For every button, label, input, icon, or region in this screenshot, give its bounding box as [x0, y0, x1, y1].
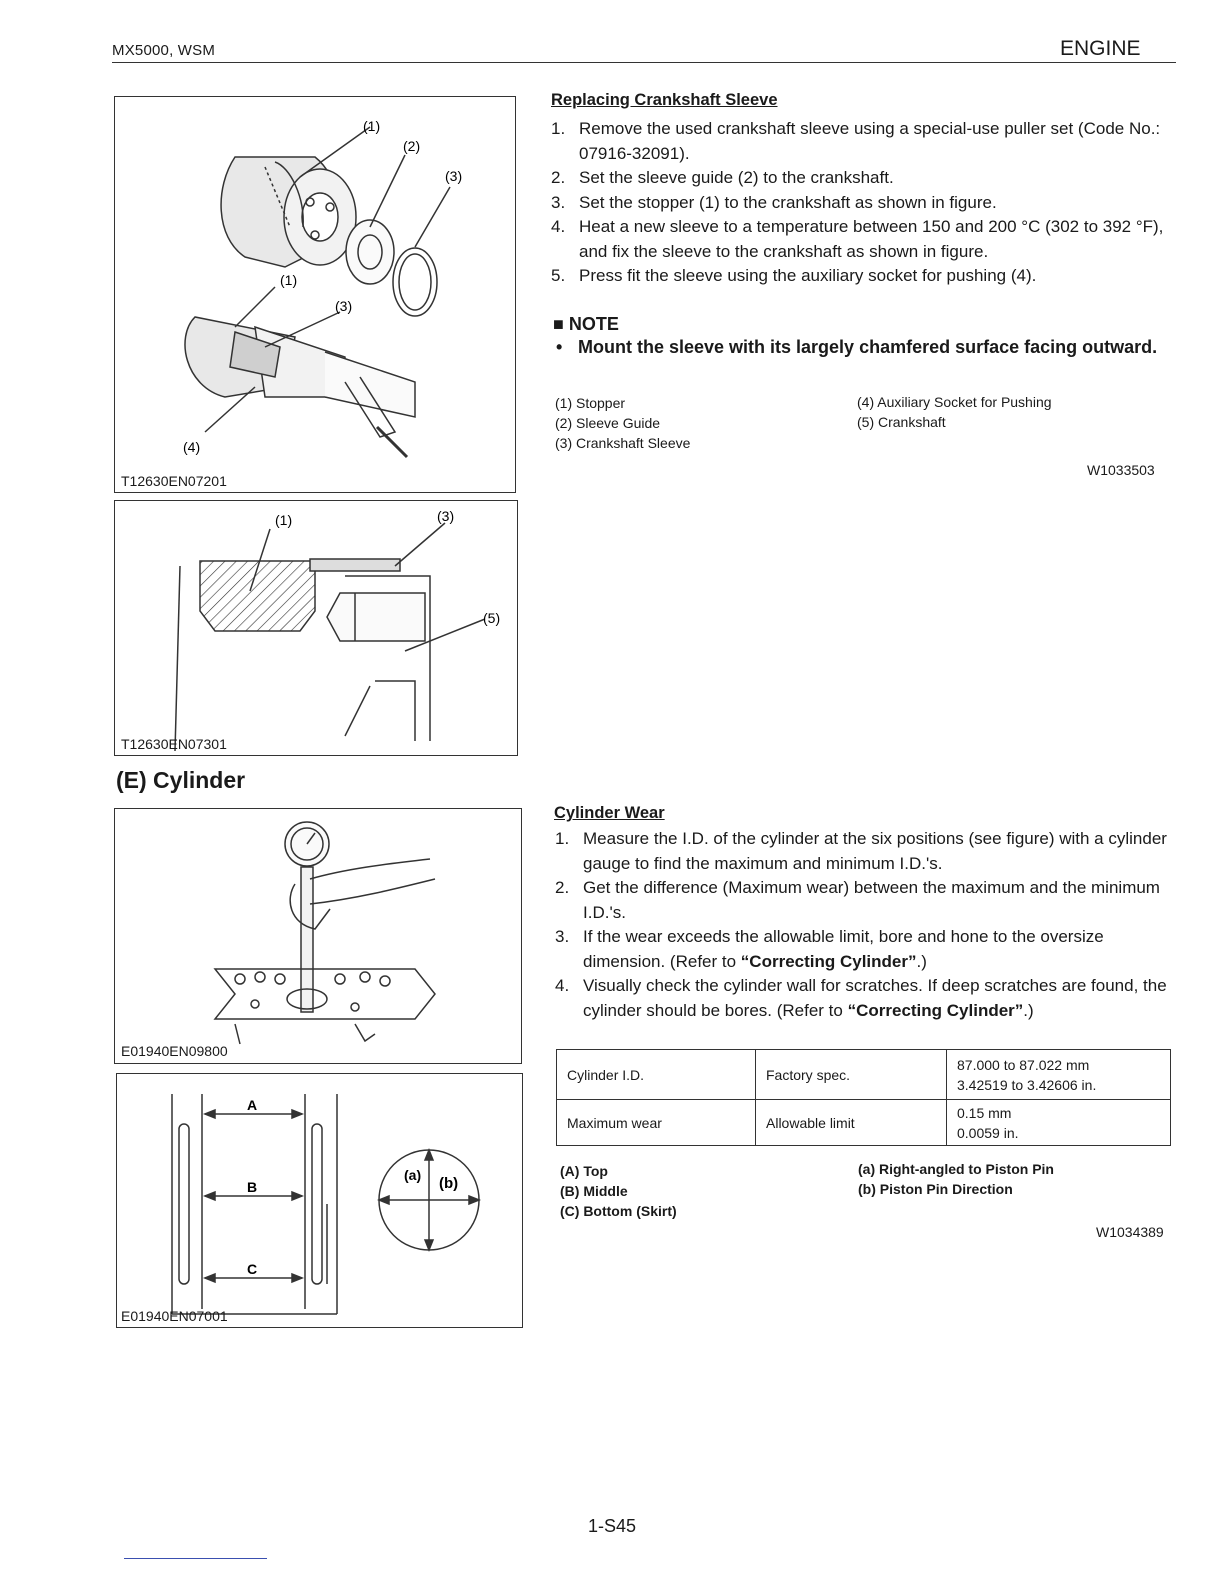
figure-code: E01940EN09800: [121, 1043, 228, 1059]
fig1-callout-3a: (3): [445, 168, 463, 184]
cylinder-step: 1. Measure the I.D. of the cylinder at the six positions (see figure) with a cylinder gauge to find the maximum and minimum I.D.'s.: [555, 829, 1167, 873]
label-a: A: [247, 1097, 258, 1113]
table-cell: Cylinder I.D.: [557, 1050, 756, 1100]
label-c: C: [247, 1261, 258, 1277]
cylinder-code: W1034389: [1096, 1224, 1164, 1240]
cylinder-wear-title: Cylinder Wear: [554, 804, 665, 822]
cylinder-steps: [555, 827, 1175, 1023]
figure-measuring-positions: [116, 1073, 523, 1328]
crankshaft-steps: [551, 117, 1171, 289]
crankshaft-legend-right: (4) Auxiliary Socket for Pushing (5) Crankshaft: [857, 394, 1052, 430]
header-section-name: ENGINE: [1060, 37, 1141, 60]
figure-cylinder-gauge: [114, 808, 522, 1064]
crankshaft-step: 5. Press fit the sleeve using the auxiliary socket for pushing (4).: [551, 266, 1037, 285]
fig2-callout-5: (5): [483, 610, 501, 626]
bullet-icon: •: [556, 337, 563, 357]
cylinder-gauge-illustration: [115, 809, 521, 1063]
crankshaft-section-title: Replacing Crankshaft Sleeve: [551, 91, 778, 109]
figure-code: T12630EN07301: [121, 736, 227, 752]
table-cell: 87.000 to 87.022 mm 3.42519 to 3.42606 in.: [947, 1050, 1171, 1100]
note-body: • Mount the sleeve with its largely chamfered surface facing outward.: [553, 335, 1171, 360]
fig1-callout-4: (4): [183, 439, 201, 455]
fig2-callout-3: (3): [437, 508, 455, 524]
cylinder-legend-left: (A) Top (B) Middle (C) Bottom (Skirt): [560, 1163, 677, 1219]
page-number: 1-S45: [588, 1516, 637, 1536]
table-cell: Factory spec.: [756, 1050, 947, 1100]
cylinder-legend-right: (a) Right-angled to Piston Pin (b) Piston Pin Direction: [858, 1161, 1054, 1197]
crankshaft-sleeve-illustration: [115, 97, 515, 492]
footer-rule: [124, 1558, 267, 1559]
crankshaft-step: 4. Heat a new sleeve to a temperature between 150 and 200 °C (302 to 392 °F), and fix the sleeve to the crankshaft as shown in figure.: [551, 217, 1164, 261]
header-manual-name: MX5000, WSM: [112, 42, 216, 59]
fig1-callout-3b: (3): [335, 298, 353, 314]
measuring-positions-diagram: [117, 1074, 522, 1327]
crankshaft-legend-left: (1) Stopper (2) Sleeve Guide (3) Crankshaft Sleeve: [555, 395, 691, 451]
crankshaft-step: 2. Set the sleeve guide (2) to the crankshaft.: [551, 168, 894, 187]
table-cell: Maximum wear: [557, 1100, 756, 1146]
fig1-callout-1a: (1): [363, 118, 381, 134]
label-a-small: (a): [404, 1167, 422, 1183]
crankshaft-step: 1. Remove the used crankshaft sleeve using a special-use puller set (Code No.: 07916-32091).: [551, 119, 1161, 163]
cylinder-spec-table: [556, 1049, 1171, 1146]
sleeve-section-illustration: [115, 501, 517, 755]
table-row: [557, 1100, 1171, 1146]
label-b-small: (b): [439, 1175, 459, 1192]
cylinder-step: 3. If the wear exceeds the allowable limit, bore and hone to the oversize dimension. (Refer to “Correcting Cylinder”.): [555, 927, 1104, 971]
figure-crankshaft-sleeve: [114, 96, 516, 493]
table-cell: 0.15 mm 0.0059 in.: [947, 1100, 1171, 1146]
section-title-cylinder: (E) Cylinder: [116, 767, 246, 793]
fig1-callout-1b: (1): [280, 272, 298, 288]
note-heading: ■ NOTE: [553, 314, 619, 334]
figure-code: T12630EN07201: [121, 473, 227, 489]
header-rule: [112, 62, 1176, 63]
fig1-callout-2: (2): [403, 138, 421, 154]
fig2-callout-1: (1): [275, 512, 293, 528]
crankshaft-code: W1033503: [1087, 462, 1155, 478]
crankshaft-step: 3. Set the stopper (1) to the crankshaft as shown in figure.: [551, 192, 997, 212]
figure-sleeve-section: [114, 500, 518, 756]
cylinder-step: 2. Get the difference (Maximum wear) between the maximum and the minimum I.D.'s.: [555, 878, 1160, 922]
table-row: [557, 1050, 1171, 1100]
figure-code: E01940EN07001: [121, 1308, 228, 1324]
label-b: B: [247, 1179, 258, 1195]
cylinder-step: 4. Visually check the cylinder wall for scratches. If deep scratches are found, the cylinder should be bores. (Refer to “Correcting Cylinder”.): [555, 976, 1167, 1020]
table-cell: Allowable limit: [756, 1100, 947, 1146]
